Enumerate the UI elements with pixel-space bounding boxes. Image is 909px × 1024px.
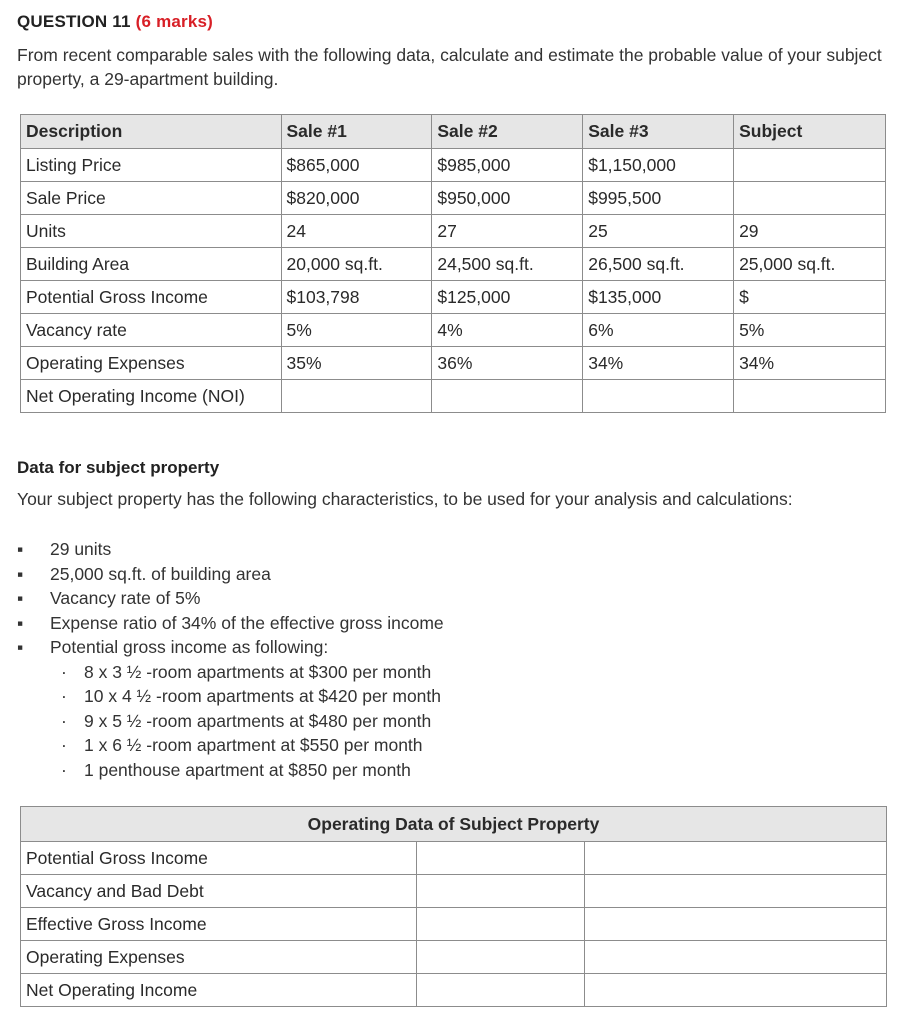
list-item-text: 8 x 3 ½ -room apartments at $300 per month bbox=[84, 661, 432, 682]
answer-cell[interactable] bbox=[417, 842, 584, 875]
cell-subject bbox=[734, 149, 886, 182]
row-label: Building Area bbox=[21, 248, 282, 281]
list-item bbox=[17, 611, 444, 636]
list-item-text: 1 penthouse apartment at $850 per month bbox=[84, 759, 411, 780]
table-row bbox=[21, 941, 887, 974]
answer-cell[interactable] bbox=[417, 974, 584, 1007]
row-label: Operating Expenses bbox=[21, 941, 417, 974]
cell-sale-2: $125,000 bbox=[432, 281, 583, 314]
list-item bbox=[17, 586, 444, 611]
answer-cell[interactable] bbox=[584, 842, 886, 875]
list-item bbox=[50, 684, 444, 709]
dot-bullet-icon: · bbox=[61, 759, 67, 780]
cell-sale-3 bbox=[583, 380, 734, 413]
table-row bbox=[21, 248, 886, 281]
square-bullet-icon: ▪ bbox=[17, 563, 24, 584]
row-label: Effective Gross Income bbox=[21, 908, 417, 941]
row-label: Net Operating Income bbox=[21, 974, 417, 1007]
question-label: QUESTION 11 bbox=[17, 12, 131, 31]
cell-sale-2: 4% bbox=[432, 314, 583, 347]
list-item-text: 1 x 6 ½ -room apartment at $550 per month bbox=[84, 735, 423, 755]
operating-header-row bbox=[21, 807, 887, 842]
cell-sale-2: $985,000 bbox=[432, 149, 583, 182]
answer-cell[interactable] bbox=[584, 875, 886, 908]
table-row bbox=[21, 908, 887, 941]
table-row bbox=[21, 347, 886, 380]
operating-data-table bbox=[20, 806, 887, 1007]
row-label: Listing Price bbox=[21, 149, 282, 182]
table-row bbox=[21, 215, 886, 248]
row-label: Vacancy rate bbox=[21, 314, 282, 347]
list-item-text: Vacancy rate of 5% bbox=[50, 588, 201, 608]
list-item bbox=[17, 537, 444, 562]
list-item-text: 9 x 5 ½ -room apartments at $480 per month bbox=[84, 710, 432, 731]
row-label: Units bbox=[21, 215, 282, 248]
cell-sale-2 bbox=[432, 380, 583, 413]
cell-sale-1: $865,000 bbox=[281, 149, 432, 182]
cell-subject: 25,000 sq.ft. bbox=[734, 248, 886, 281]
operating-data-title: Operating Data of Subject Property bbox=[21, 807, 887, 842]
cell-sale-1: $103,798 bbox=[281, 281, 432, 314]
row-label: Net Operating Income (NOI) bbox=[21, 380, 282, 413]
cell-sale-3: $135,000 bbox=[583, 281, 734, 314]
answer-cell[interactable] bbox=[417, 941, 584, 974]
list-item-text: 25,000 sq.ft. of building area bbox=[50, 563, 271, 584]
cell-sale-3: 34% bbox=[583, 347, 734, 380]
list-item bbox=[50, 733, 444, 758]
row-label: Operating Expenses bbox=[21, 347, 282, 380]
table-row bbox=[21, 842, 887, 875]
cell-sale-1: 5% bbox=[281, 314, 432, 347]
row-label: Potential Gross Income bbox=[21, 281, 282, 314]
list-item bbox=[50, 709, 444, 734]
table-row bbox=[21, 974, 887, 1007]
comparables-table bbox=[20, 114, 886, 413]
list-item bbox=[17, 562, 444, 587]
cell-sale-3: $995,500 bbox=[583, 182, 734, 215]
table-row bbox=[21, 182, 886, 215]
income-items-list bbox=[50, 660, 444, 783]
cell-subject bbox=[734, 182, 886, 215]
cell-sale-1: 24 bbox=[281, 215, 432, 248]
cell-subject: 34% bbox=[734, 347, 886, 380]
cell-subject: 29 bbox=[734, 215, 886, 248]
cell-sale-3: $1,150,000 bbox=[583, 149, 734, 182]
cell-sale-1: 20,000 sq.ft. bbox=[281, 248, 432, 281]
question-heading bbox=[17, 12, 213, 32]
cell-sale-3: 6% bbox=[583, 314, 734, 347]
header-subject: Subject bbox=[734, 115, 886, 149]
dot-bullet-icon: · bbox=[61, 710, 67, 731]
square-bullet-icon: ▪ bbox=[17, 612, 24, 633]
list-item-text: 10 x 4 ½ -room apartments at $420 per month bbox=[84, 686, 441, 706]
dot-bullet-icon: · bbox=[61, 686, 67, 706]
answer-cell[interactable] bbox=[417, 908, 584, 941]
table-row bbox=[21, 149, 886, 182]
table-row bbox=[21, 875, 887, 908]
cell-subject: $ bbox=[734, 281, 886, 314]
square-bullet-icon: ▪ bbox=[17, 539, 24, 559]
cell-sale-2: $950,000 bbox=[432, 182, 583, 215]
cell-sale-3: 25 bbox=[583, 215, 734, 248]
table-row bbox=[21, 380, 886, 413]
answer-cell[interactable] bbox=[584, 908, 886, 941]
question-intro: From recent comparable sales with the following data, calculate and estimate the probable value of your subject property, a 29-apartment building. bbox=[17, 45, 882, 89]
subject-data-title: Data for subject property bbox=[17, 458, 220, 477]
row-label: Potential Gross Income bbox=[21, 842, 417, 875]
dot-bullet-icon: · bbox=[61, 735, 67, 755]
answer-cell[interactable] bbox=[584, 941, 886, 974]
cell-sale-2: 27 bbox=[432, 215, 583, 248]
characteristics-list bbox=[17, 537, 444, 782]
cell-subject: 5% bbox=[734, 314, 886, 347]
row-label: Sale Price bbox=[21, 182, 282, 215]
cell-sale-1: $820,000 bbox=[281, 182, 432, 215]
cell-sale-2: 36% bbox=[432, 347, 583, 380]
answer-cell[interactable] bbox=[417, 875, 584, 908]
question-marks: (6 marks) bbox=[135, 12, 214, 31]
list-item bbox=[17, 635, 444, 782]
subject-data-intro: Your subject property has the following characteristics, to be used for your analysis and calculations: bbox=[17, 489, 793, 509]
list-item bbox=[50, 758, 444, 783]
cell-sale-3: 26,500 sq.ft. bbox=[583, 248, 734, 281]
answer-cell[interactable] bbox=[584, 974, 886, 1007]
header-sale-1: Sale #1 bbox=[281, 115, 432, 149]
dot-bullet-icon: · bbox=[61, 661, 67, 682]
cell-subject bbox=[734, 380, 886, 413]
list-item-text: Potential gross income as following: bbox=[50, 637, 329, 657]
table-row bbox=[21, 281, 886, 314]
square-bullet-icon: ▪ bbox=[17, 588, 24, 608]
list-item-text: 29 units bbox=[50, 539, 112, 559]
table-row bbox=[21, 314, 886, 347]
cell-sale-2: 24,500 sq.ft. bbox=[432, 248, 583, 281]
row-label: Vacancy and Bad Debt bbox=[21, 875, 417, 908]
list-item-text: Expense ratio of 34% of the effective gross income bbox=[50, 612, 444, 633]
comparables-header-row bbox=[21, 115, 886, 149]
header-sale-3: Sale #3 bbox=[583, 115, 734, 149]
cell-sale-1: 35% bbox=[281, 347, 432, 380]
header-description: Description bbox=[21, 115, 282, 149]
list-item bbox=[50, 660, 444, 685]
header-sale-2: Sale #2 bbox=[432, 115, 583, 149]
square-bullet-icon: ▪ bbox=[17, 637, 24, 657]
cell-sale-1 bbox=[281, 380, 432, 413]
